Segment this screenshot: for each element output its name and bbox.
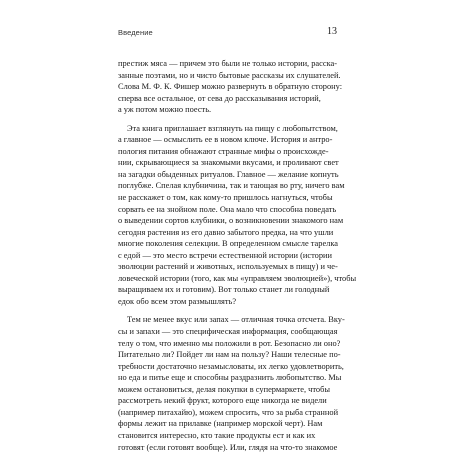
running-head — [118, 28, 337, 42]
text-line: а уж потом можно поесть. — [118, 104, 340, 116]
paragraph — [118, 314, 340, 453]
text-line: эволюции растений и животных, используемых в пищу) и че- — [118, 261, 340, 273]
text-line: формы лежит на прилавке (например морской черт). Нам — [118, 418, 340, 430]
text-line: пология питания обнажают странные мифы о происхожде- — [118, 146, 340, 158]
text-line: готовят (если готовят вообще). Или, глядя на что-то знакомое — [118, 442, 340, 453]
text-line: сегодня растения из его давно забытого предка, на что ушли — [118, 227, 340, 239]
text-line: сорвать ее на знойном поле. Она мало что способна поведать — [118, 204, 340, 216]
text-line: ловеческой истории (того, как мы «управляем эволюцией»), чтобы — [118, 273, 340, 285]
text-line: рассмотреть некий фрукт, которого еще никогда не видели — [118, 395, 340, 407]
body-text — [118, 58, 340, 453]
text-line: многие поколения селекции. В определенном смысле тарелка — [118, 238, 340, 250]
text-line: Слова М. Ф. К. Фишер можно развернуть в обратную сторону: — [118, 81, 340, 93]
text-line: на загадки обыденных ритуалов. Главное — желание копнуть — [118, 169, 340, 181]
text-line: Питательно ли? Пойдет ли нам на пользу? Наши телесные по- — [118, 349, 340, 361]
text-line: (например питахайю), можем спросить, что за рыба странной — [118, 407, 340, 419]
text-line: нии, скрывающиеся за знакомыми вкусами, и проливают свет — [118, 157, 340, 169]
text-line: выращиваем их и готовим). Вот только станет ли голодный — [118, 284, 340, 296]
text-line: Тем не менее вкус или запах — отличная точка отсчета. Вку- — [118, 314, 340, 326]
text-line: телу о том, что именно мы положили в рот. Безопасно ли оно? — [118, 338, 340, 350]
paragraph — [118, 58, 340, 116]
paragraph — [118, 123, 340, 308]
text-line: Эта книга приглашает взглянуть на пищу с любопытством, — [118, 123, 340, 135]
section-title: Введение — [118, 28, 153, 37]
text-line: а главное — осмыслить ее в новом ключе. История и антро- — [118, 134, 340, 146]
text-line: едок обо всем этом размышлять? — [118, 296, 340, 308]
text-line: требности достаточно незамысловаты, их легко удовлетворить, — [118, 361, 340, 373]
text-line: становится интересно, кто такие продукты ест и как их — [118, 430, 340, 442]
text-line: о выведении сортов клубники, о возникновении знакомого нам — [118, 215, 340, 227]
text-line: с едой — это место встречи естественной истории (истории — [118, 250, 340, 262]
page-number: 13 — [327, 26, 337, 37]
text-line: сы и запахи — это специфическая информация, сообщающая — [118, 326, 340, 338]
text-line: занные поэтами, но и чисто бытовые рассказы их слушателей. — [118, 70, 340, 82]
text-line: сперва все остальное, от сева до рассказывания историй, — [118, 93, 340, 105]
text-line: но еда и питье еще и способны раздразнить любопытство. Мы — [118, 372, 340, 384]
text-line: можем остановиться, делая покупки в супермаркете, чтобы — [118, 384, 340, 396]
text-line: поглубже. Спелая клубничина, так и тающая во рту, ничего вам — [118, 180, 340, 192]
text-line: не расскажет о том, как кому-то пришлось нагнуться, чтобы — [118, 192, 340, 204]
text-line: престиж мяса — причем это были не только истории, расска- — [118, 58, 340, 70]
